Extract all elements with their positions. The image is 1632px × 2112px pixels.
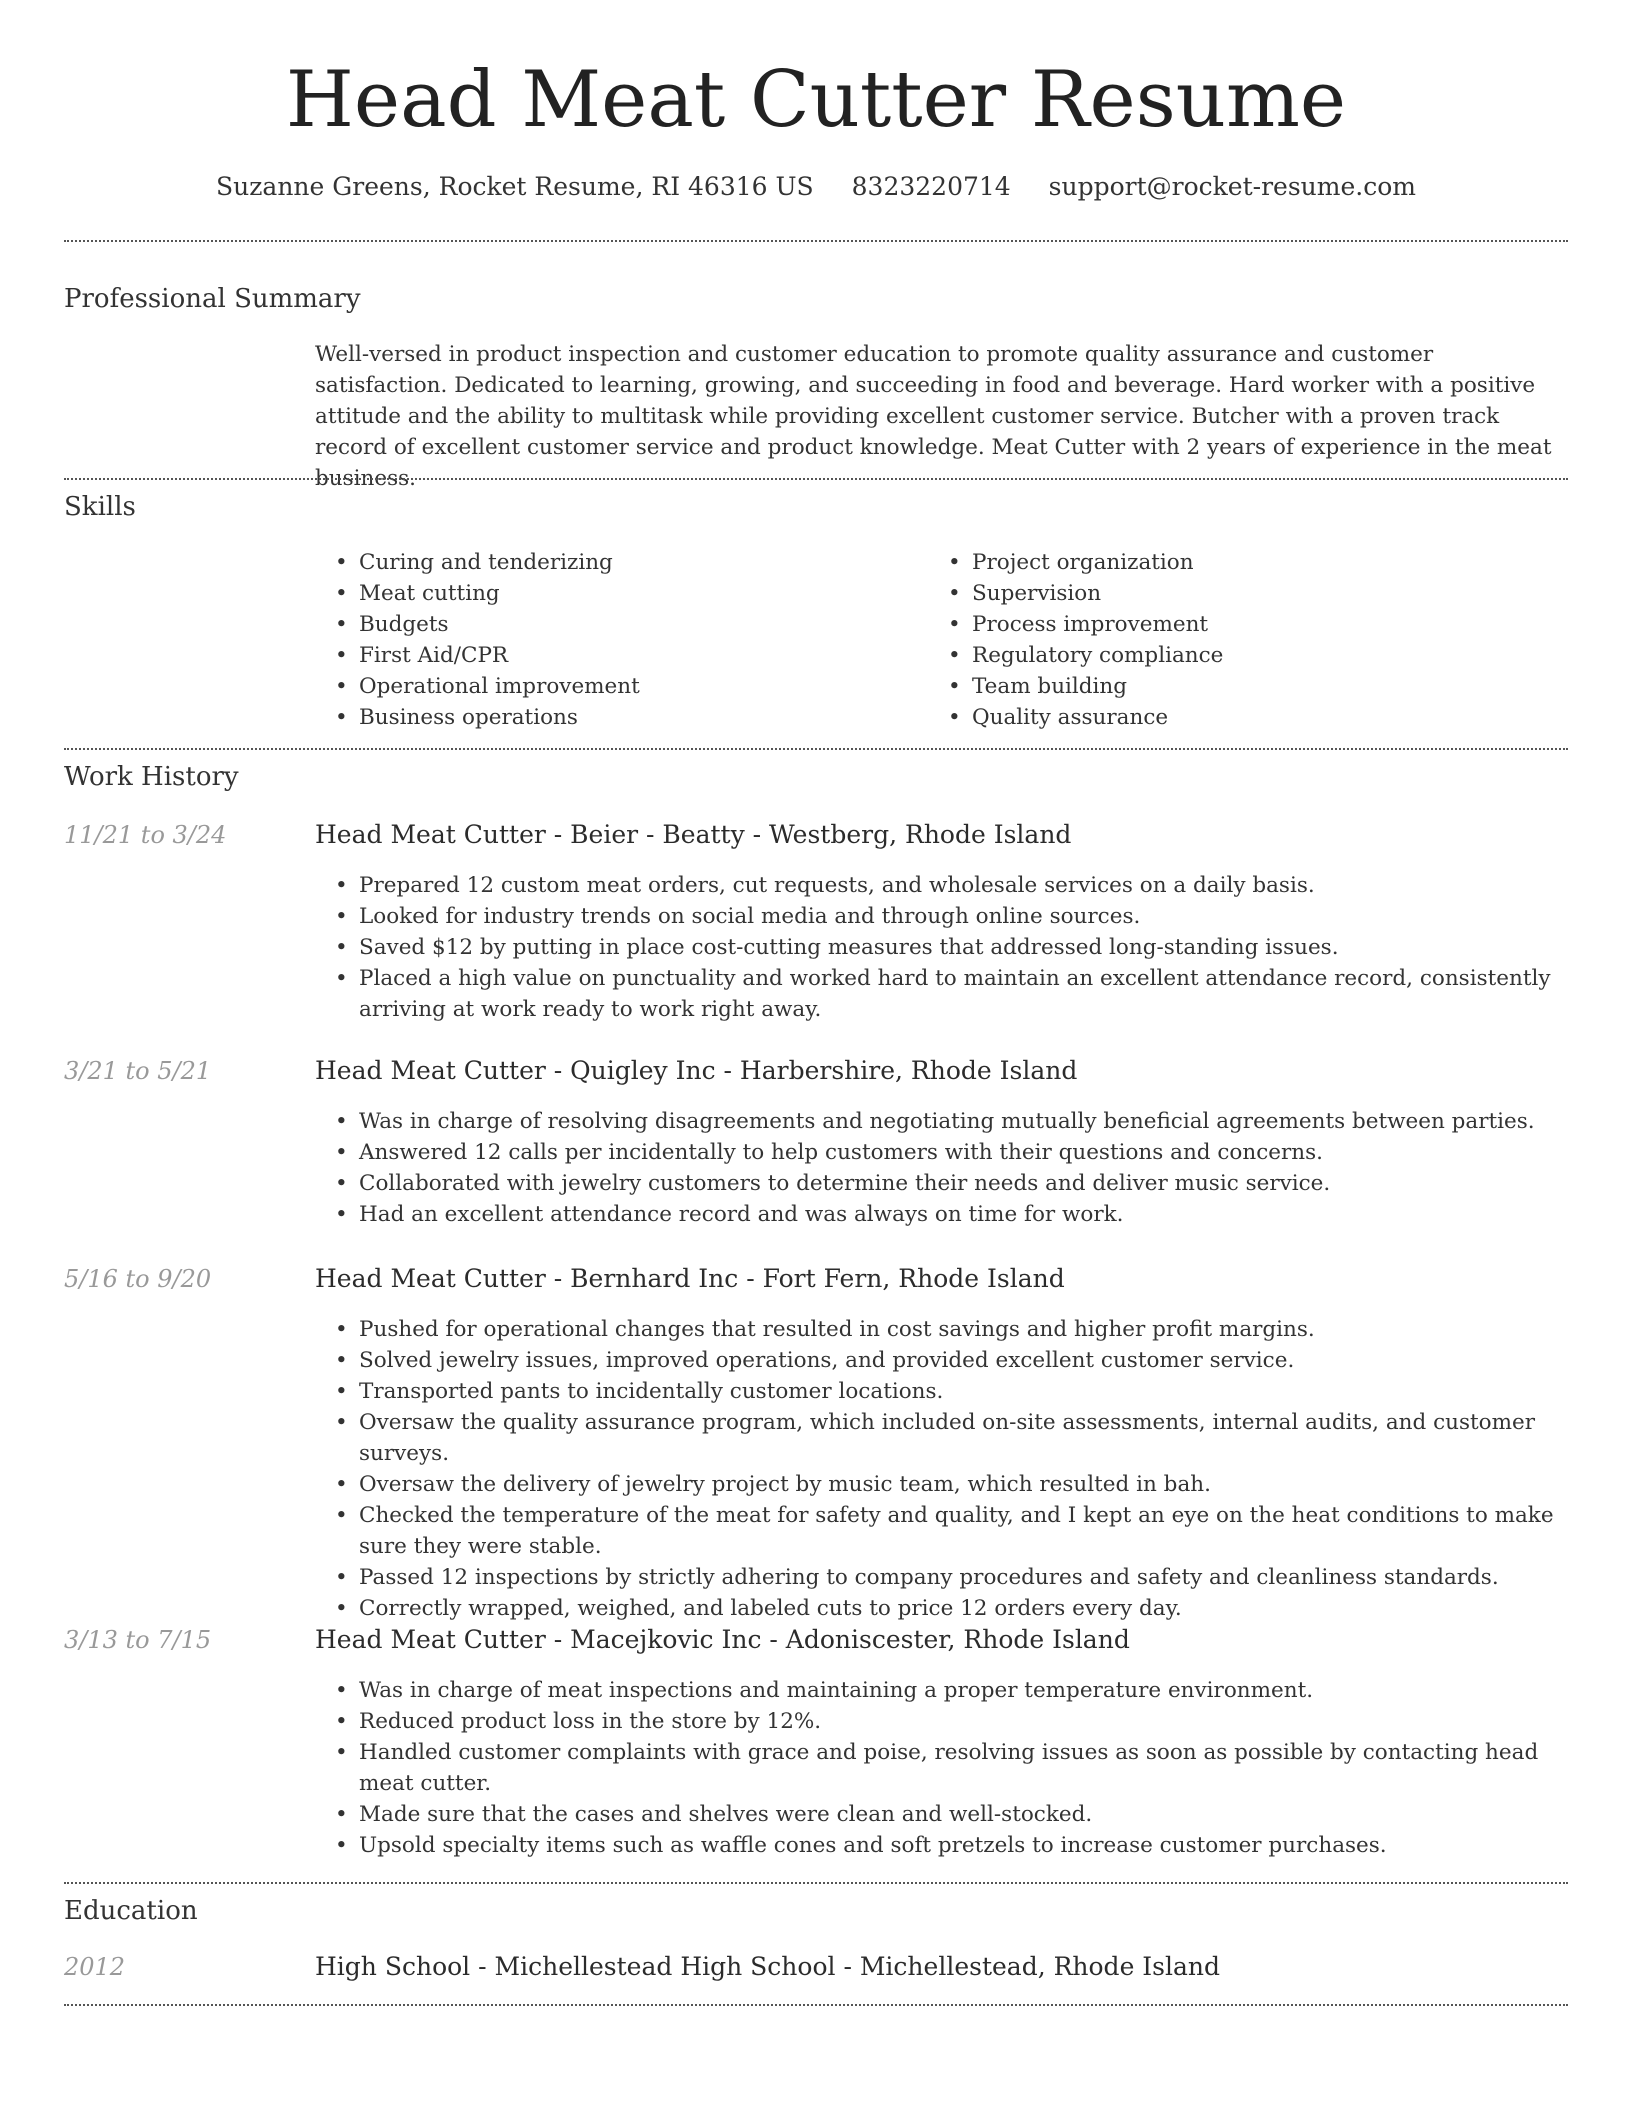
job-title: Head Meat Cutter - Quigley Inc - Harbershire, Rhode Island [315,1056,1078,1085]
skill-item: • Curing and tenderizing [315,547,875,578]
job-bullet: • Looked for industry trends on social media and through online sources. [315,901,1570,932]
job-bullet: • Oversaw the delivery of jewelry project by music team, which resulted in bah. [315,1469,1570,1500]
job-bullet: • Was in charge of meat inspections and maintaining a proper temperature environment. [315,1675,1570,1706]
job-bullet: • Transported pants to incidentally customer locations. [315,1376,1570,1407]
job-bullets [315,1675,1570,1861]
skills-list-right [928,547,1528,733]
job-bullet: • Saved $12 by putting in place cost-cutting measures that addressed long-standing issues. [315,932,1570,963]
skill-item: • Team building [928,671,1528,702]
job-bullet: • Passed 12 inspections by strictly adhering to company procedures and safety and cleanliness standards. [315,1562,1570,1593]
section-heading-summary: Professional Summary [64,284,361,314]
divider [64,240,1568,242]
skill-item: • Regulatory compliance [928,640,1528,671]
job-bullet: • Checked the temperature of the meat for safety and quality, and I kept an eye on the heat conditions to make sure they were stable. [315,1500,1570,1562]
skill-item: • Budgets [315,609,875,640]
skills-list-left [315,547,875,733]
skill-item: • Business operations [315,702,875,733]
job-bullets [315,1106,1570,1230]
contact-email: support@rocket-resume.com [1048,172,1416,201]
job-bullet: • Solved jewelry issues, improved operations, and provided excellent customer service. [315,1345,1570,1376]
education-year: 2012 [64,1953,126,1981]
divider [64,1882,1568,1884]
job-dates: 11/21 to 3/24 [64,821,227,849]
job-bullet: • Had an excellent attendance record and was always on time for work. [315,1199,1570,1230]
section-heading-work-history: Work History [64,762,239,792]
job-bullet: • Made sure that the cases and shelves were clean and well-stocked. [315,1799,1570,1830]
contact-line [0,170,1632,204]
section-heading-skills: Skills [64,492,136,522]
job-bullet: • Upsold specialty items such as waffle cones and soft pretzels to increase customer purchases. [315,1830,1570,1861]
job-title: Head Meat Cutter - Beier - Beatty - Westberg, Rhode Island [315,820,1072,849]
divider [64,2004,1568,2006]
job-title: Head Meat Cutter - Bernhard Inc - Fort Fern, Rhode Island [315,1264,1065,1293]
skill-item: • Quality assurance [928,702,1528,733]
job-bullet: • Reduced product loss in the store by 12%. [315,1706,1570,1737]
contact-address: Suzanne Greens, Rocket Resume, RI 46316 US [216,172,814,201]
divider [64,748,1568,750]
job-dates: 3/21 to 5/21 [64,1057,212,1085]
job-bullet: • Answered 12 calls per incidentally to help customers with their questions and concerns. [315,1137,1570,1168]
skill-item: • First Aid/CPR [315,640,875,671]
job-dates: 5/16 to 9/20 [64,1265,212,1293]
education-entry: High School - Michellestead High School - Michellestead, Rhode Island [315,1952,1221,1981]
skill-item: • Meat cutting [315,578,875,609]
job-bullet: • Oversaw the quality assurance program, which included on-site assessments, internal audits, and customer surveys. [315,1407,1570,1469]
job-bullet: • Prepared 12 custom meat orders, cut requests, and wholesale services on a daily basis. [315,870,1570,901]
summary-text: Well-versed in product inspection and customer education to promote quality assurance and customer satisfaction. Dedicated to learning, growing, and succeeding in food and beverage. Hard worker with a positive attitude and the ability to multitask while providing excellent customer service. Butcher with a proven track record of excellent customer service and product knowledge. Meat Cutter with 2 years of experience in the meat business. [315,342,1552,491]
job-bullets [315,870,1570,1025]
job-bullet: • Placed a high value on punctuality and worked hard to maintain an excellent attendance record, consistently arriving at work ready to work right away. [315,963,1570,1025]
job-bullet: • Pushed for operational changes that resulted in cost savings and higher profit margins. [315,1314,1570,1345]
job-bullet: • Handled customer complaints with grace and poise, resolving issues as soon as possible by contacting head meat cutter. [315,1737,1570,1799]
section-heading-education: Education [64,1896,198,1926]
skill-item: • Process improvement [928,609,1528,640]
skill-item: • Project organization [928,547,1528,578]
skill-item: • Operational improvement [315,671,875,702]
divider [64,478,1568,480]
resume-title: Head Meat Cutter Resume [285,55,1347,145]
skill-item: • Supervision [928,578,1528,609]
job-title: Head Meat Cutter - Macejkovic Inc - Adoniscester, Rhode Island [315,1625,1130,1654]
job-bullet: • Correctly wrapped, weighed, and labeled cuts to price 12 orders every day. [315,1593,1570,1624]
job-bullets [315,1314,1570,1624]
job-dates: 3/13 to 7/15 [64,1626,212,1654]
job-bullet: • Collaborated with jewelry customers to determine their needs and deliver music service. [315,1168,1570,1199]
contact-phone: 8323220714 [851,172,1011,201]
job-bullet: • Was in charge of resolving disagreements and negotiating mutually beneficial agreements between parties. [315,1106,1570,1137]
